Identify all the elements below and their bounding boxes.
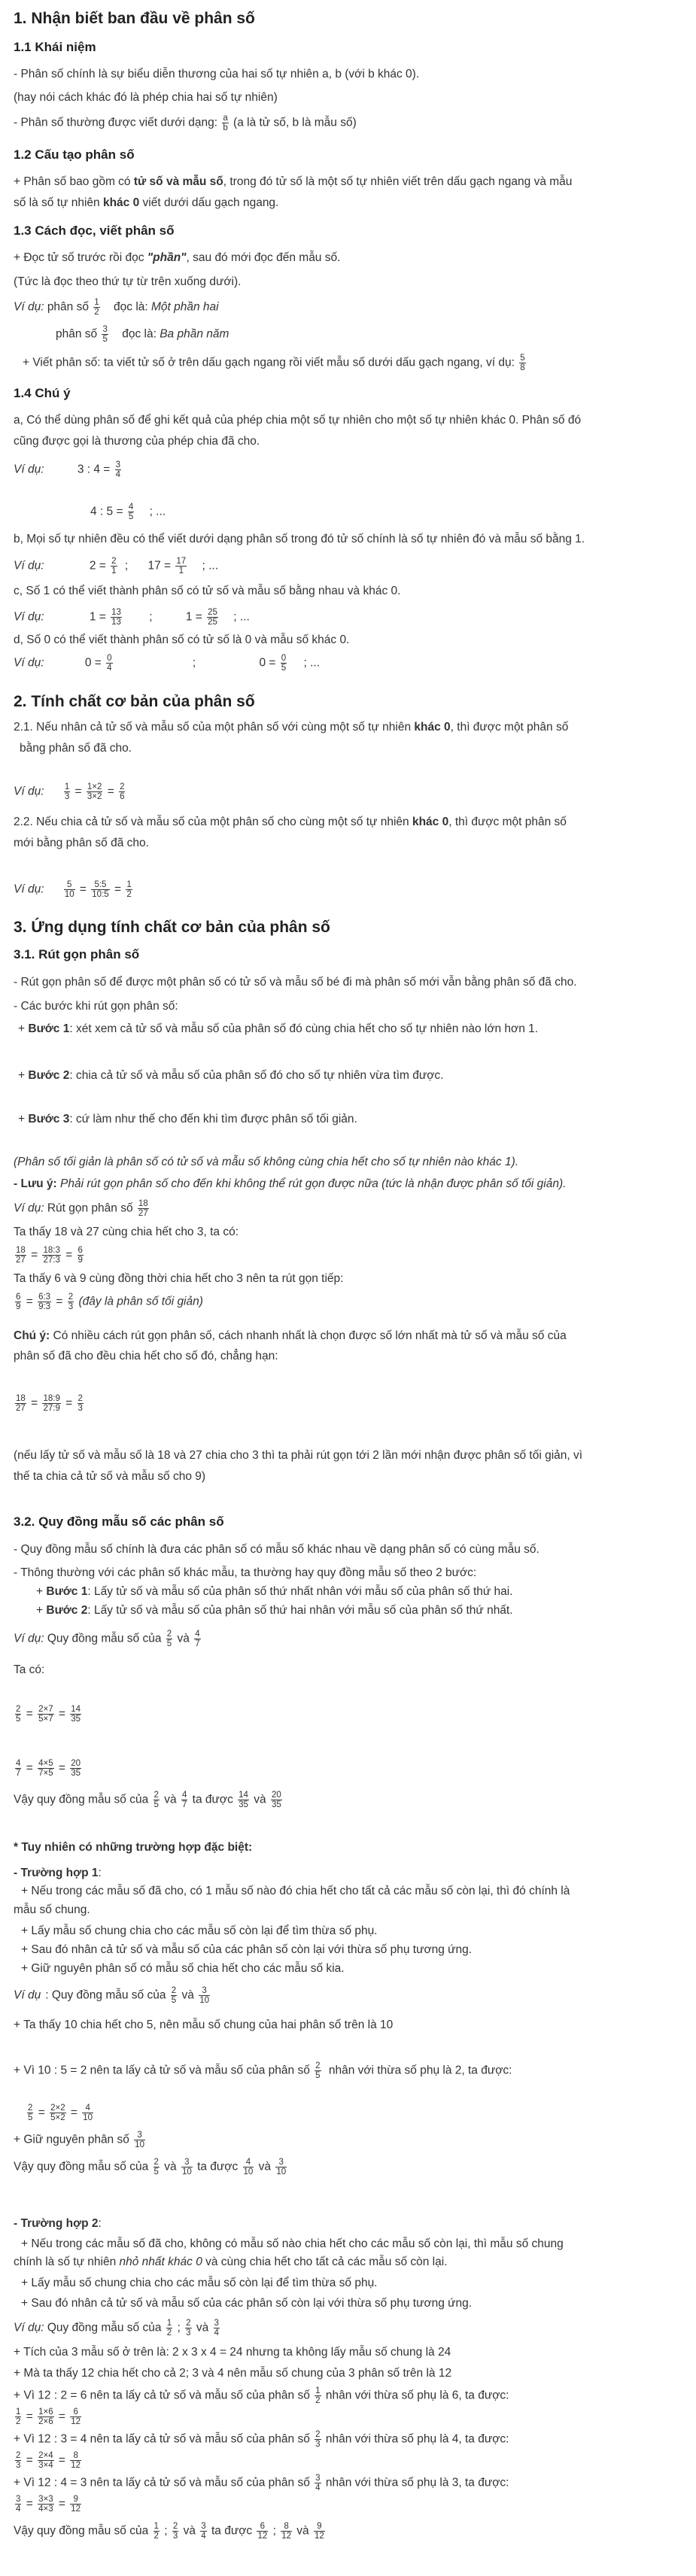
- fraction: $\frac{4}{5}$: [128, 503, 134, 521]
- fraction: $\frac{3}{4}$: [115, 460, 121, 479]
- fraction: $\frac{20}{35}$: [71, 1759, 81, 1778]
- text-line: (hay nói cách khác đó là phép chia hai số tự nhiên): [14, 91, 278, 104]
- text-line: - Quy đồng mẫu số chính là đưa các phân số có mẫu số khác nhau về dạng phân số có cùng mẫu số.: [14, 1543, 539, 1556]
- fraction: $\frac{1\times 6}{2\times 6}$: [38, 2407, 53, 2426]
- text-line: + Vì 12 : 3 = 4 nên ta lấy cả tử số và mẫu số của phân số $\frac{2}{3}$ nhân với thừa số phụ là 4, ta được:: [14, 2430, 509, 2449]
- fraction: $\frac{2}{3}$: [78, 1394, 83, 1413]
- fraction: $\frac{2\times 2}{5\times 2}$: [50, 2104, 65, 2122]
- fraction: $\frac{3}{10}$: [276, 2158, 287, 2177]
- equation-line: $\frac{2}{3}$ = $\frac{2\times 4}{3\times 4}$ = $\frac{8}{12}$: [16, 2451, 81, 2470]
- text-line: cũng được gọi là thương của phép chia đã cho.: [14, 435, 260, 448]
- example-line: Ví dụ: 3 : 4 = $\frac{3}{4}$: [14, 460, 121, 479]
- text-line: d, Số 0 có thể viết thành phân số có tử số là 0 và mẫu số khác 0.: [14, 633, 350, 646]
- text-line: mới bằng phân số đã cho.: [14, 837, 149, 849]
- note-line: (Phân số tối giản là phân số có tử số và mẫu số không cùng chia hết cho số tự nhiên nào khác 1).: [14, 1156, 519, 1168]
- example-line: Ví dụ: 1 = $\frac{13}{13}$ ; 1 = $\frac{25}{25}$ ; ...: [14, 608, 250, 627]
- fraction: $\frac{6:3}{9:3}$: [38, 1293, 51, 1311]
- text-line: - Phân số chính là sự biểu diễn thương của hai số tự nhiên a, b (với b khác 0).: [14, 68, 420, 80]
- fraction: $\frac{4}{7}$: [16, 1759, 21, 1778]
- step-line: + Bước 2: Lấy tử số và mẫu số của phân số thứ hai nhân với mẫu số của phân số thứ nhất.: [36, 1604, 513, 1617]
- fraction: $\frac{2}{3}$: [315, 2430, 321, 2449]
- fraction: $\frac{1}{2}$: [315, 2386, 321, 2405]
- fraction: $\frac{3}{4}$: [315, 2474, 321, 2492]
- fraction: $\frac{3}{10}$: [199, 1986, 209, 2005]
- heading-3-1: 3.1. Rút gọn phân số: [14, 947, 140, 961]
- example-line: 4 : 5 = $\frac{4}{5}$ ; ...: [90, 503, 166, 521]
- example-line: Ví dụ : Quy đồng mẫu số của $\frac{2}{5}$ và $\frac{3}{10}$: [14, 1986, 209, 2005]
- example-line: Ví dụ: Quy đồng mẫu số của $\frac{2}{5}$ và $\frac{4}{7}$: [14, 1630, 200, 1648]
- step-line: + Bước 1: xét xem cả tử số và mẫu số của phân số đó cùng chia hết cho số tự nhiên nào lớn hơn 1.: [18, 1022, 539, 1035]
- text-line: Vậy quy đồng mẫu số của $\frac{1}{2}$ ; $\frac{2}{3}$ và $\frac{3}{4}$ ta được $\frac{6}{12}$ ; $\frac{8}{12}$ và $\frac{9}{12}$: [14, 2522, 324, 2541]
- text-line: + Lấy mẫu số chung chia cho các mẫu số còn lại để tìm thừa số phụ.: [21, 2277, 378, 2289]
- heading-1-2: 1.2 Cấu tạo phân số: [14, 147, 135, 162]
- equation-line: $\frac{18}{27}$ = $\frac{18:9}{27:9}$ = $\frac{2}{3}$: [16, 1394, 83, 1413]
- fraction: $\frac{2}{3}$: [68, 1293, 74, 1311]
- text-line: Ta có:: [14, 1663, 45, 1676]
- text-line: - Rút gọn phân số để được một phân số có tử số và mẫu số bé đi mà phân số mới vẫn bằng phân số đã cho.: [14, 976, 577, 989]
- fraction: $\frac{2}{5}$: [28, 2104, 33, 2122]
- fraction: $\frac{1}{2}$: [16, 2407, 21, 2426]
- text-line: + Lấy mẫu số chung chia cho các mẫu số còn lại để tìm thừa số phụ.: [21, 1924, 378, 1937]
- fraction: $\frac{0}{5}$: [281, 654, 287, 673]
- fraction: $\frac{3}{4}$: [201, 2522, 206, 2541]
- fraction: $\frac{1}{2}$: [126, 880, 132, 899]
- equation-line: $\frac{2}{5}$ = $\frac{2\times 2}{5\times 2}$ = $\frac{4}{10}$: [28, 2104, 93, 2122]
- fraction: $\frac{2}{3}$: [172, 2522, 178, 2541]
- heading-1-1: 1.1 Khái niệm: [14, 40, 96, 54]
- text-line: - Thông thường với các phân số khác mẫu, ta thường hay quy đồng mẫu số theo 2 bước:: [14, 1566, 477, 1579]
- fraction: $\frac{5:5}{10:5}$: [92, 880, 109, 899]
- section-1-title: 1. Nhận biết ban đầu về phân số: [14, 10, 255, 27]
- fraction: $\frac{3}{4}$: [16, 2495, 21, 2514]
- text-line: (Tức là đọc theo thứ tự từ trên xuống dưới).: [14, 275, 242, 288]
- fraction: $\frac{18:9}{27:9}$: [43, 1394, 60, 1413]
- text-line: chính là số tự nhiên nhỏ nhất khác 0 và cùng chia hết cho tất cả các mẫu số còn lại.: [14, 2256, 448, 2268]
- step-line: + Bước 3: cứ làm như thế cho đến khi tìm được phân số tối giản.: [18, 1113, 357, 1125]
- equation-line: $\frac{4}{7}$ = $\frac{4\times 5}{7\times 5}$ = $\frac{20}{35}$: [16, 1759, 81, 1778]
- fraction: $\frac{2}{6}$: [120, 782, 125, 801]
- fraction: $\frac{2}{5}$: [166, 1630, 172, 1648]
- fraction: $\frac{2\times 4}{3\times 4}$: [38, 2451, 53, 2470]
- case-2-heading: - Trường hợp 2:: [14, 2217, 102, 2230]
- fraction: $\frac{2}{3}$: [16, 2451, 21, 2470]
- text-line: + Vì 12 : 4 = 3 nên ta lấy cả tử số và mẫu số của phân số $\frac{3}{4}$ nhân với thừa số phụ là 3, ta được:: [14, 2474, 509, 2492]
- example-line: Ví dụ: Quy đồng mẫu số của $\frac{1}{2}$ ; $\frac{2}{3}$ và $\frac{3}{4}$: [14, 2319, 219, 2338]
- heading-1-3: 1.3 Cách đọc, viết phân số: [14, 223, 175, 238]
- text-line: + Phân số bao gồm có tử số và mẫu số, trong đó tử số là một số tự nhiên viết trên dấu gạch ngang và mẫu: [14, 175, 573, 188]
- fraction: $\frac{1}{2}$: [94, 298, 99, 317]
- text-line: bằng phân số đã cho.: [20, 742, 132, 755]
- text-line: Vậy quy đồng mẫu số của $\frac{2}{5}$ và $\frac{4}{7}$ ta được $\frac{14}{35}$ và $\frac{20}{35}$: [14, 1791, 281, 1809]
- heading-1-4: 1.4 Chú ý: [14, 386, 71, 400]
- text-line: + Vì 12 : 2 = 6 nên ta lấy cả tử số và mẫu số của phân số $\frac{1}{2}$ nhân với thừa số phụ là 6, ta được:: [14, 2386, 509, 2405]
- equation-line: $\frac{1}{2}$ = $\frac{1\times 6}{2\times 6}$ = $\frac{6}{12}$: [16, 2407, 81, 2426]
- fraction: $\frac{4}{7}$: [181, 1791, 187, 1809]
- example-line: phân số $\frac{3}{5}$ đọc là: Ba phần năm: [56, 325, 229, 344]
- fraction: $\frac{2}{5}$: [171, 1986, 177, 2005]
- example-line: Ví dụ: Rút gọn phân số $\frac{18}{27}$: [14, 1199, 148, 1218]
- case-1-heading: - Trường hợp 1:: [14, 1867, 102, 1879]
- text-line: Ta thấy 18 và 27 cùng chia hết cho 3, ta có:: [14, 1226, 239, 1238]
- fraction: $\frac{5}{8}$: [520, 354, 525, 372]
- fraction: $\frac{4}{7}$: [195, 1630, 200, 1648]
- fraction: $\frac{3}{10}$: [135, 2131, 144, 2149]
- text-line: + Nếu trong các mẫu số đã cho, có 1 mẫu số nào đó chia hết cho tất cả các mẫu số còn lại, thì đó chính là: [21, 1885, 570, 1897]
- heading-3-2: 3.2. Quy đồng mẫu số các phân số: [14, 1514, 224, 1529]
- fraction: $\frac{13}{13}$: [111, 608, 121, 627]
- special-cases-heading: * Tuy nhiên có những trường hợp đặc biệt:: [14, 1841, 253, 1854]
- text-line: + Viết phân số: ta viết tử số ở trên dấu gạch ngang rồi viết mẫu số dưới dấu gạch ngang, ví dụ: $\frac{5}{8}$: [23, 354, 525, 372]
- text-line: a, Có thể dùng phân số để ghi kết quả của phép chia một số tự nhiên cho một số tự nhiên khác 0. Phân số đó: [14, 414, 582, 427]
- text-line: 2.2. Nếu chia cả tử số và mẫu số của một phân số cho cùng một số tự nhiên khác 0, thì được một phân số: [14, 816, 567, 828]
- text-line: + Đọc tử số trước rồi đọc "phần", sau đó mới đọc đến mẫu số.: [14, 251, 341, 264]
- text-line: Vậy quy đồng mẫu số của $\frac{2}{5}$ và $\frac{3}{10}$ ta được $\frac{4}{10}$ và $\frac{3}{10}$: [14, 2158, 287, 2177]
- fraction: $\frac{2}{5}$: [153, 1791, 159, 1809]
- fraction: $\frac{4\times 5}{7\times 5}$: [38, 1759, 53, 1778]
- fraction: $\frac{18}{27}$: [16, 1246, 26, 1265]
- fraction: $\frac{2}{5}$: [315, 2061, 321, 2080]
- text-line: Chú ý: Có nhiều cách rút gọn phân số, cách nhanh nhất là chọn được số lớn nhất mà tử số và mẫu số của: [14, 1329, 567, 1342]
- fraction: $\frac{3}{4}$: [214, 2319, 219, 2338]
- text-line: + Nếu trong các mẫu số đã cho, không có mẫu số nào chia hết cho các mẫu số còn lại, thì mẫu số chung: [21, 2237, 564, 2250]
- fraction: $\frac{18:3}{27:3}$: [43, 1246, 60, 1265]
- text-line: (nếu lấy tử số và mẫu số là 18 và 27 chia cho 3 thì ta phải rút gọn tới 2 lần mới nhận được phân số tối giản, vì: [14, 1449, 583, 1462]
- text-line: - Phân số thường được viết dưới dạng: $\frac{a}{b}$ (a là tử số, b là mẫu số): [14, 114, 357, 132]
- fraction: $\frac{18}{27}$: [16, 1394, 26, 1413]
- equation-line: $\frac{18}{27}$ = $\frac{18:3}{27:3}$ = $\frac{6}{9}$: [16, 1246, 83, 1265]
- fraction: $\frac{3}{10}$: [181, 2158, 192, 2177]
- fraction: $\frac{6}{12}$: [257, 2522, 268, 2541]
- fraction: $\frac{a}{b}$: [223, 114, 228, 132]
- text-line: c, Số 1 có thể viết thành phân số có tử số và mẫu số bằng nhau và khác 0.: [14, 585, 401, 597]
- fraction: $\frac{3}{5}$: [102, 325, 108, 344]
- text-line: + Tích của 3 mẫu số ở trên là: 2 x 3 x 4 = 24 nhưng ta không lấy mẫu số chung là 24: [14, 2346, 451, 2359]
- fraction: $\frac{1}{2}$: [153, 2522, 159, 2541]
- text-line: 2.1. Nếu nhân cả tử số và mẫu số của một phân số với cùng một số tự nhiên khác 0, thì được một phân số: [14, 721, 569, 734]
- step-line: + Bước 2: chia cả tử số và mẫu số của phân số đó cho số tự nhiên vừa tìm được.: [18, 1069, 444, 1082]
- note-line: - Lưu ý: Phải rút gọn phân số cho đến khi không thể rút gọn được nữa (tức là nhận được phân số tối giản).: [14, 1177, 567, 1190]
- example-line: Ví dụ: $\frac{5}{10}$ = $\frac{5:5}{10:5}$ = $\frac{1}{2}$: [14, 880, 132, 899]
- fraction: $\frac{18}{27}$: [138, 1199, 148, 1218]
- text-line: + Vì 10 : 5 = 2 nên ta lấy cả tử số và mẫu số của phân số $\frac{2}{5}$ nhân với thừa số phụ là 2, ta được:: [14, 2061, 512, 2080]
- text-line: + Sau đó nhân cả tử số và mẫu số của các phân số còn lại với thừa số phụ tương ứng.: [21, 2297, 473, 2310]
- text-line: mẫu số chung.: [14, 1903, 90, 1916]
- example-line: Ví dụ: 0 = $\frac{0}{4}$ ; 0 = $\frac{0}{5}$ ; ...: [14, 654, 321, 673]
- fraction: $\frac{4}{10}$: [83, 2104, 93, 2122]
- text-line: b, Mọi số tự nhiên đều có thể viết dưới dạng phân số trong đó tử số chính là số tự nhiên đó và mẫu số bằng 1.: [14, 533, 585, 545]
- fraction: $\frac{2}{1}$: [111, 557, 117, 576]
- fraction: $\frac{1\times 2}{3\times 2}$: [87, 782, 102, 801]
- equation-line: $\frac{3}{4}$ = $\frac{3\times 3}{4\times 3}$ = $\frac{9}{12}$: [16, 2495, 81, 2514]
- fraction: $\frac{2}{5}$: [153, 2158, 159, 2177]
- text-line: thế ta chia cả tử số và mẫu số cho 9): [14, 1470, 206, 1483]
- example-line: Ví dụ: $\frac{1}{3}$ = $\frac{1\times 2}{3\times 2}$ = $\frac{2}{6}$: [14, 782, 125, 801]
- text-line: số là số tự nhiên khác 0 viết dưới dấu gạch ngang.: [14, 196, 279, 209]
- fraction: $\frac{14}{35}$: [71, 1705, 81, 1724]
- fraction: $\frac{2}{5}$: [16, 1705, 21, 1724]
- example-line: Ví dụ: phân số $\frac{1}{2}$ đọc là: Một phần hai: [14, 298, 219, 317]
- text-line: + Giữ nguyên phân số $\frac{3}{10}$: [14, 2131, 144, 2149]
- fraction: $\frac{6}{12}$: [71, 2407, 81, 2426]
- fraction: $\frac{8}{12}$: [281, 2522, 291, 2541]
- fraction: $\frac{5}{10}$: [64, 880, 74, 899]
- fraction: $\frac{25}{25}$: [208, 608, 217, 627]
- fraction: $\frac{2}{3}$: [186, 2319, 191, 2338]
- equation-line: $\frac{6}{9}$ = $\frac{6:3}{9:3}$ = $\frac{2}{3}$ (đây là phân số tối giản): [16, 1293, 203, 1311]
- fraction: $\frac{4}{10}$: [243, 2158, 254, 2177]
- text-line: + Giữ nguyên phân số có mẫu số chia hết cho các mẫu số kia.: [21, 1962, 345, 1975]
- fraction: $\frac{6}{9}$: [78, 1246, 83, 1265]
- text-line: - Các bước khi rút gọn phân số:: [14, 1000, 178, 1013]
- section-3-title: 3. Ứng dụng tính chất cơ bản của phân số: [14, 919, 330, 936]
- step-line: + Bước 1: Lấy tử số và mẫu số của phân số thứ nhất nhân với mẫu số của phân số thứ hai.: [36, 1585, 513, 1598]
- fraction: $\frac{20}{35}$: [271, 1791, 281, 1809]
- text-line: Ta thấy 6 và 9 cùng đồng thời chia hết cho 3 nên ta rút gọn tiếp:: [14, 1272, 344, 1285]
- fraction: $\frac{6}{9}$: [16, 1293, 21, 1311]
- fraction: $\frac{2\times 7}{5\times 7}$: [38, 1705, 53, 1724]
- fraction: $\frac{3\times 3}{4\times 3}$: [38, 2495, 53, 2514]
- fraction: $\frac{8}{12}$: [71, 2451, 81, 2470]
- text-line: + Mà ta thấy 12 chia hết cho cả 2; 3 và 4 nên mẫu số chung của 3 phân số trên là 12: [14, 2367, 452, 2380]
- example-line: Ví dụ: 2 = $\frac{2}{1}$ ; 17 = $\frac{17}{1}$ ; ...: [14, 557, 219, 576]
- fraction: $\frac{9}{12}$: [71, 2495, 81, 2514]
- text-line: + Ta thấy 10 chia hết cho 5, nên mẫu số chung của hai phân số trên là 10: [14, 2019, 394, 2031]
- fraction: $\frac{9}{12}$: [314, 2522, 324, 2541]
- text-line: phân số đã cho đều chia hết cho số đó, chẳng hạn:: [14, 1350, 278, 1362]
- equation-line: $\frac{2}{5}$ = $\frac{2\times 7}{5\times 7}$ = $\frac{14}{35}$: [16, 1705, 81, 1724]
- fraction: $\frac{1}{3}$: [64, 782, 70, 801]
- fraction: $\frac{1}{2}$: [166, 2319, 172, 2338]
- fraction: $\frac{17}{1}$: [176, 557, 187, 576]
- fraction: $\frac{0}{4}$: [107, 654, 112, 673]
- fraction: $\frac{14}{35}$: [239, 1791, 248, 1809]
- text-line: + Sau đó nhân cả tử số và mẫu số của các phân số còn lại với thừa số phụ tương ứng.: [21, 1943, 473, 1956]
- section-2-title: 2. Tính chất cơ bản của phân số: [14, 693, 255, 710]
